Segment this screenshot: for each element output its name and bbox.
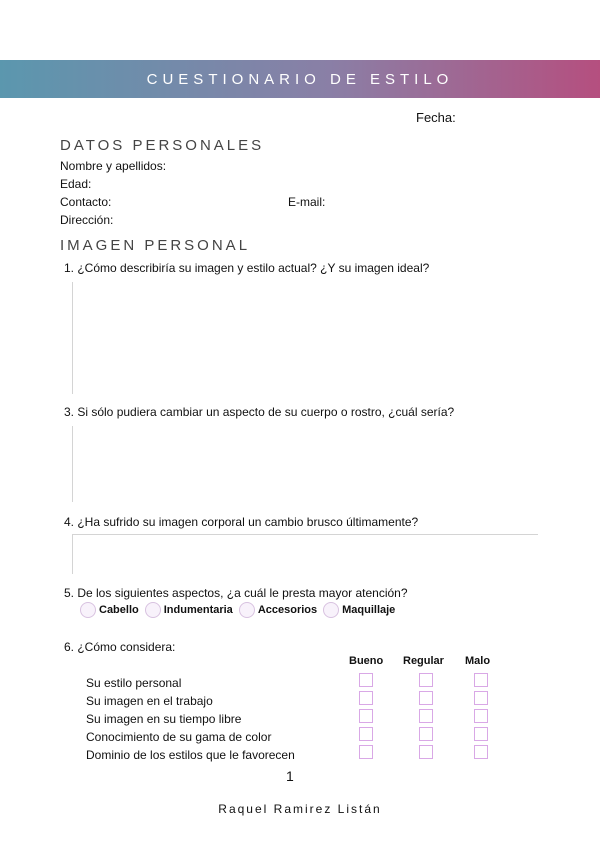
option-label: Maquillaje	[342, 604, 396, 616]
question-3: 3. Si sólo pudiera cambiar un aspecto de su cuerpo o rostro, ¿cuál sería?	[64, 405, 455, 419]
checkbox-regular[interactable]	[419, 727, 433, 741]
email-field-label: E-mail:	[288, 195, 326, 209]
column-bueno: Bueno	[349, 655, 384, 667]
option-indumentaria[interactable]	[145, 602, 233, 618]
checkbox-bueno[interactable]	[359, 691, 373, 705]
question-4: 4. ¿Ha sufrido su imagen corporal un cambio brusco últimamente?	[64, 515, 419, 529]
checkbox-regular[interactable]	[419, 673, 433, 687]
answer-area-3[interactable]	[72, 426, 73, 502]
address-field-label: Dirección:	[60, 213, 114, 227]
column-regular: Regular	[403, 655, 444, 667]
rating-row-label: Su imagen en su tiempo libre	[86, 712, 242, 726]
checkbox-bueno[interactable]	[359, 673, 373, 687]
radio-circle[interactable]	[145, 602, 161, 618]
rating-row-label: Su estilo personal	[86, 676, 182, 690]
checkbox-malo[interactable]	[474, 709, 488, 723]
age-field-label: Edad:	[60, 177, 92, 191]
option-accesorios[interactable]	[239, 602, 317, 618]
column-malo: Malo	[465, 655, 491, 667]
checkbox-regular[interactable]	[419, 691, 433, 705]
question-5: 5. De los siguientes aspectos, ¿a cuál le presta mayor atención?	[64, 586, 408, 600]
checkbox-malo[interactable]	[474, 727, 488, 741]
checkbox-malo[interactable]	[474, 691, 488, 705]
answer-area-1[interactable]	[72, 282, 73, 394]
title-banner	[0, 60, 600, 98]
rating-row-label: Su imagen en el trabajo	[86, 694, 213, 708]
option-maquillaje[interactable]	[323, 602, 395, 618]
footer-author: Raquel Ramirez Listán	[218, 802, 382, 816]
radio-circle[interactable]	[239, 602, 255, 618]
checkbox-malo[interactable]	[474, 673, 488, 687]
rating-row-label: Dominio de los estilos que le favorecen	[86, 748, 295, 762]
q5-options	[80, 602, 401, 618]
checkbox-bueno[interactable]	[359, 709, 373, 723]
option-cabello[interactable]	[80, 602, 139, 618]
checkbox-regular[interactable]	[419, 745, 433, 759]
option-label: Cabello	[99, 604, 139, 616]
personal-image-heading: IMAGEN PERSONAL	[60, 237, 251, 254]
question-6: 6. ¿Cómo considera:	[64, 640, 176, 654]
personal-data-heading: DATOS PERSONALES	[60, 137, 265, 154]
date-label: Fecha:	[416, 110, 456, 125]
page-title: CUESTIONARIO DE ESTILO	[146, 70, 454, 88]
option-label: Accesorios	[257, 604, 318, 616]
checkbox-bueno[interactable]	[359, 727, 373, 741]
checkbox-regular[interactable]	[419, 709, 433, 723]
answer-area-4[interactable]	[72, 534, 73, 574]
rating-row-label: Conocimiento de su gama de color	[86, 730, 272, 744]
checkbox-malo[interactable]	[474, 745, 488, 759]
radio-circle[interactable]	[80, 602, 96, 618]
option-label: Indumentaria	[163, 604, 233, 616]
page-number: 1	[286, 768, 294, 784]
checkbox-bueno[interactable]	[359, 745, 373, 759]
contact-field-label: Contacto:	[60, 195, 112, 209]
answer-area-4-top	[72, 534, 538, 535]
question-1: 1. ¿Cómo describiría su imagen y estilo actual? ¿Y su imagen ideal?	[64, 261, 430, 275]
name-field-label: Nombre y apellidos:	[60, 159, 167, 173]
radio-circle[interactable]	[323, 602, 339, 618]
